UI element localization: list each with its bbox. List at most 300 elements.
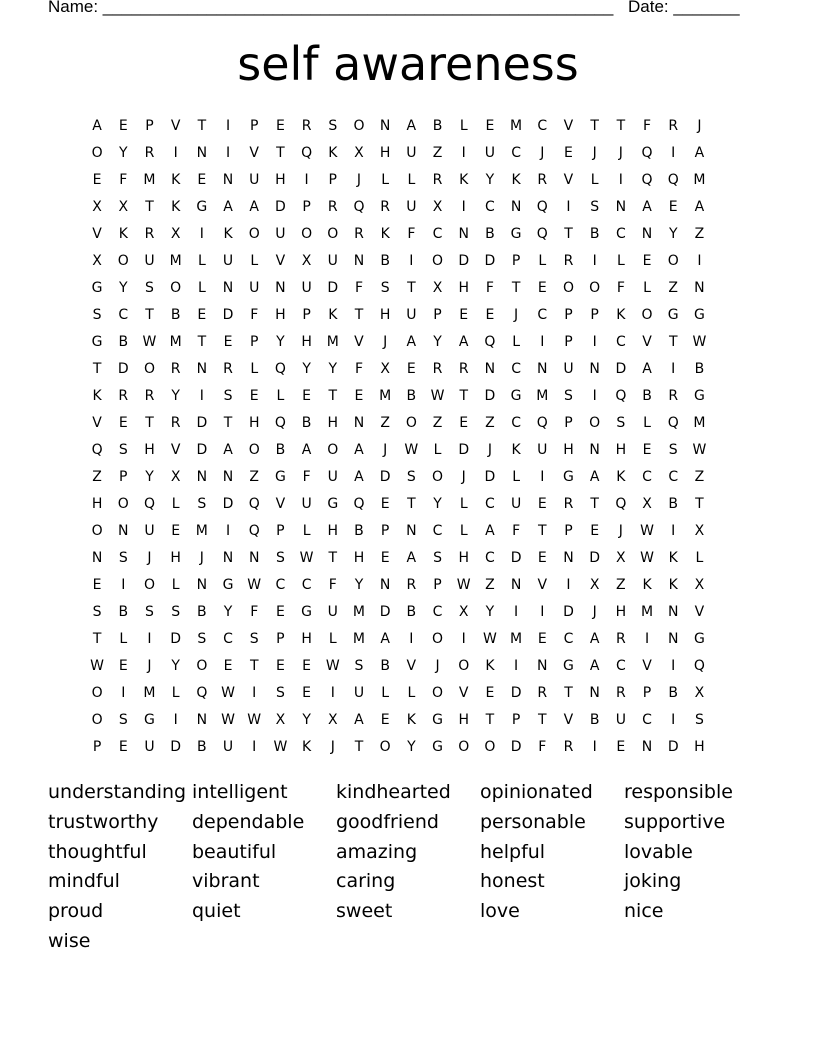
grid-letter[interactable]: D [667,739,679,755]
grid-letter[interactable]: N [563,550,574,566]
grid-letter[interactable]: R [563,739,574,755]
grid-letter[interactable]: V [406,658,417,674]
grid-letter[interactable]: E [380,550,390,566]
grid-letter[interactable]: O [432,253,444,269]
grid-letter[interactable]: X [432,280,443,296]
grid-letter[interactable]: D [379,604,391,620]
grid-letter[interactable]: X [170,469,181,485]
grid-letter[interactable]: A [92,118,102,134]
grid-letter[interactable]: V [694,604,705,620]
grid-letter[interactable]: O [170,280,182,296]
grid-letter[interactable]: X [118,199,129,215]
grid-letter[interactable]: H [379,145,391,161]
grid-letter[interactable]: M [195,523,208,539]
grid-letter[interactable]: O [589,415,601,431]
grid-letter[interactable]: M [169,253,182,269]
grid-letter[interactable]: Q [484,334,496,350]
grid-letter[interactable]: C [432,226,443,242]
grid-letter[interactable]: M [693,172,706,188]
grid-letter[interactable]: Z [249,469,260,485]
grid-letter[interactable]: Q [641,172,653,188]
grid-letter[interactable]: C [537,118,548,134]
grid-letter[interactable]: S [616,415,626,431]
grid-letter[interactable]: J [461,469,466,485]
grid-letter[interactable]: B [694,361,705,377]
grid-letter[interactable]: G [693,388,705,404]
grid-letter[interactable]: I [671,361,676,377]
grid-letter[interactable]: T [145,199,154,215]
grid-letter[interactable]: N [694,280,705,296]
grid-letter[interactable]: R [144,145,155,161]
grid-letter[interactable]: W [640,550,654,566]
grid-letter[interactable]: B [301,415,312,431]
grid-letter[interactable]: N [353,253,365,269]
grid-letter[interactable]: E [92,577,102,593]
grid-letter[interactable]: E [380,712,390,728]
grid-letter[interactable]: W [456,577,471,593]
grid-letter[interactable]: B [354,523,364,539]
name-field[interactable]: Name: ______________________________________________________ [48,0,614,16]
grid-letter[interactable]: H [353,550,365,566]
grid-letter[interactable]: Y [119,280,128,296]
grid-letter[interactable]: L [171,577,180,593]
grid-letter[interactable]: D [563,604,574,620]
grid-letter[interactable]: J [540,145,545,161]
grid-letter[interactable]: I [225,145,231,161]
grid-letter[interactable]: P [380,523,390,539]
grid-letter[interactable]: P [302,199,311,215]
grid-letter[interactable]: K [171,172,181,188]
grid-letter[interactable]: Q [615,388,627,404]
grid-letter[interactable]: D [222,307,234,323]
grid-letter[interactable]: T [197,118,207,134]
grid-letter[interactable]: Y [302,361,311,377]
grid-letter[interactable]: O [379,739,391,755]
grid-letter[interactable]: G [196,199,208,215]
grid-letter[interactable]: Q [91,442,103,458]
grid-letter[interactable]: L [328,631,337,647]
grid-letter[interactable]: E [537,496,547,512]
grid-letter[interactable]: O [91,685,103,701]
grid-letter[interactable]: R [144,388,155,404]
grid-letter[interactable]: E [459,415,469,431]
grid-letter[interactable]: B [380,658,390,674]
grid-letter[interactable]: K [485,658,495,674]
grid-letter[interactable]: T [538,712,547,728]
grid-letter[interactable]: C [511,361,521,377]
grid-letter[interactable]: E [485,685,495,701]
grid-letter[interactable]: M [379,388,392,404]
grid-letter[interactable]: Z [485,415,495,431]
grid-letter[interactable]: W [273,739,288,755]
grid-letter[interactable]: S [668,442,678,458]
grid-letter[interactable]: A [380,631,390,647]
grid-letter[interactable]: B [197,604,207,620]
grid-letter[interactable]: T [616,118,626,134]
grid-letter[interactable]: Y [223,604,233,620]
grid-letter[interactable]: I [252,685,257,701]
grid-letter[interactable]: Y [302,712,311,728]
grid-letter[interactable]: P [92,739,102,755]
grid-letter[interactable]: I [252,739,257,755]
grid-letter[interactable]: I [671,658,676,674]
grid-letter[interactable]: A [642,199,652,215]
grid-letter[interactable]: N [615,199,627,215]
grid-letter[interactable]: L [302,523,311,539]
grid-letter[interactable]: U [144,739,155,755]
grid-letter[interactable]: K [616,307,626,323]
grid-letter[interactable]: X [301,253,312,269]
grid-letter[interactable]: V [170,442,181,458]
grid-letter[interactable]: L [250,361,259,377]
grid-letter[interactable]: V [642,658,652,674]
grid-letter[interactable]: H [563,442,574,458]
grid-letter[interactable]: D [117,361,129,377]
grid-letter[interactable]: B [668,685,679,701]
grid-letter[interactable]: O [432,685,444,701]
grid-letter[interactable]: I [199,388,204,404]
grid-letter[interactable]: D [484,469,496,485]
grid-letter[interactable]: X [694,685,705,701]
grid-letter[interactable]: A [406,550,417,566]
grid-letter[interactable]: F [119,172,128,188]
grid-letter[interactable]: F [616,280,625,296]
grid-letter[interactable]: S [197,496,207,512]
grid-letter[interactable]: O [91,712,103,728]
grid-letter[interactable]: X [589,577,600,593]
grid-letter[interactable]: C [615,334,626,350]
grid-letter[interactable]: D [379,469,391,485]
grid-letter[interactable]: X [458,604,469,620]
grid-letter[interactable]: O [667,253,679,269]
grid-letter[interactable]: H [144,442,155,458]
grid-letter[interactable]: N [667,631,679,647]
grid-letter[interactable]: V [537,577,548,593]
grid-letter[interactable]: T [590,496,599,512]
grid-letter[interactable]: O [91,523,103,539]
grid-letter[interactable]: A [301,442,312,458]
grid-letter[interactable]: P [302,307,311,323]
grid-letter[interactable]: C [118,307,129,323]
grid-letter[interactable]: T [223,415,233,431]
grid-letter[interactable]: C [223,631,233,647]
grid-letter[interactable]: U [144,253,155,269]
grid-letter[interactable]: N [222,550,234,566]
grid-letter[interactable]: D [589,550,601,566]
grid-letter[interactable]: G [301,604,313,620]
grid-letter[interactable]: A [589,631,600,647]
grid-letter[interactable]: U [406,199,417,215]
grid-letter[interactable]: H [170,550,181,566]
grid-letter[interactable]: A [406,118,417,134]
grid-letter[interactable]: P [119,469,128,485]
grid-letter[interactable]: K [328,307,338,323]
grid-letter[interactable]: K [92,388,102,404]
grid-letter[interactable]: U [537,442,548,458]
grid-letter[interactable]: E [537,280,547,296]
grid-letter[interactable]: S [433,550,442,566]
grid-letter[interactable]: E [171,523,181,539]
grid-letter[interactable]: F [328,577,337,593]
grid-letter[interactable]: X [694,523,705,539]
grid-letter[interactable]: I [540,604,545,620]
grid-letter[interactable]: B [485,226,495,242]
grid-letter[interactable]: R [563,496,574,512]
grid-letter[interactable]: E [197,307,207,323]
grid-letter[interactable]: R [615,685,626,701]
grid-letter[interactable]: G [693,631,705,647]
grid-letter[interactable]: I [147,631,152,647]
grid-letter[interactable]: I [540,334,545,350]
grid-letter[interactable]: D [458,442,470,458]
grid-letter[interactable]: K [118,226,128,242]
grid-letter[interactable]: G [432,739,443,755]
grid-letter[interactable]: D [222,496,234,512]
grid-letter[interactable]: T [485,712,495,728]
grid-letter[interactable]: U [406,145,417,161]
grid-letter[interactable]: U [249,280,260,296]
grid-letter[interactable]: G [563,469,574,485]
grid-letter[interactable]: Q [353,199,365,215]
grid-letter[interactable]: I [592,253,597,269]
grid-letter[interactable]: Q [641,145,653,161]
grid-letter[interactable]: J [147,550,152,566]
grid-letter[interactable]: D [170,739,182,755]
grid-letter[interactable]: K [616,469,626,485]
grid-letter[interactable]: T [564,685,573,701]
grid-letter[interactable]: G [91,280,103,296]
grid-letter[interactable]: C [485,496,495,512]
grid-letter[interactable]: I [592,388,597,404]
grid-letter[interactable]: Y [433,334,442,350]
grid-letter[interactable]: J [383,442,388,458]
grid-letter[interactable]: K [668,577,678,593]
grid-letter[interactable]: W [299,550,314,566]
grid-letter[interactable]: R [537,172,548,188]
grid-letter[interactable]: W [692,334,707,350]
grid-letter[interactable]: E [537,631,547,647]
grid-letter[interactable]: L [643,415,651,431]
grid-letter[interactable]: N [379,577,391,593]
grid-letter[interactable]: T [564,226,573,242]
grid-letter[interactable]: A [406,334,417,350]
grid-letter[interactable]: L [590,172,599,188]
grid-letter[interactable]: A [354,442,364,458]
grid-letter[interactable]: H [458,712,469,728]
grid-letter[interactable]: M [169,334,182,350]
grid-letter[interactable]: V [563,172,574,188]
grid-letter[interactable]: M [536,388,549,404]
grid-letter[interactable]: G [563,658,574,674]
grid-letter[interactable]: I [304,172,309,188]
grid-letter[interactable]: O [117,496,129,512]
grid-letter[interactable]: U [484,145,496,161]
grid-letter[interactable]: G [667,307,679,323]
grid-letter[interactable]: R [668,118,679,134]
grid-letter[interactable]: V [275,253,286,269]
grid-letter[interactable]: O [484,739,496,755]
grid-letter[interactable]: B [406,604,417,620]
grid-letter[interactable]: N [222,280,234,296]
grid-letter[interactable]: X [432,199,443,215]
grid-letter[interactable]: S [275,550,285,566]
grid-letter[interactable]: E [485,118,495,134]
grid-letter[interactable]: I [671,712,676,728]
grid-letter[interactable]: Q [667,172,679,188]
grid-letter[interactable]: Y [668,226,678,242]
grid-letter[interactable]: S [694,712,704,728]
grid-letter[interactable]: Z [380,415,390,431]
grid-letter[interactable]: T [407,280,416,296]
grid-letter[interactable]: L [459,523,468,539]
grid-letter[interactable]: B [406,388,417,404]
grid-letter[interactable]: F [407,226,416,242]
grid-letter[interactable]: J [356,172,362,188]
grid-letter[interactable]: G [222,577,234,593]
grid-letter[interactable]: M [693,415,706,431]
grid-letter[interactable]: U [615,712,626,728]
grid-letter[interactable]: Y [407,739,416,755]
grid-letter[interactable]: K [171,199,181,215]
grid-letter[interactable]: D [510,739,522,755]
grid-letter[interactable]: K [380,226,390,242]
grid-letter[interactable]: T [668,334,678,350]
grid-letter[interactable]: R [432,361,443,377]
grid-letter[interactable]: X [694,577,705,593]
grid-letter[interactable]: C [432,523,443,539]
grid-letter[interactable]: R [380,199,391,215]
grid-letter[interactable]: Q [274,415,286,431]
grid-letter[interactable]: G [693,307,705,323]
grid-letter[interactable]: G [510,388,522,404]
grid-letter[interactable]: J [514,307,519,323]
grid-letter[interactable]: N [458,226,469,242]
grid-letter[interactable]: O [327,226,339,242]
grid-letter[interactable]: P [564,415,573,431]
grid-letter[interactable]: I [461,199,466,215]
grid-letter[interactable]: E [223,658,233,674]
grid-letter[interactable]: I [173,712,178,728]
grid-letter[interactable]: J [487,442,492,458]
grid-letter[interactable]: R [170,415,181,431]
grid-letter[interactable]: C [615,658,626,674]
grid-letter[interactable]: I [514,658,519,674]
grid-letter[interactable]: E [354,388,364,404]
grid-letter[interactable]: T [695,496,704,512]
grid-letter[interactable]: I [592,334,597,350]
grid-letter[interactable]: C [642,469,652,485]
grid-letter[interactable]: Q [536,415,548,431]
grid-letter[interactable]: R [537,685,548,701]
grid-letter[interactable]: X [354,145,364,161]
grid-letter[interactable]: F [250,604,259,620]
grid-letter[interactable]: D [510,685,522,701]
grid-letter[interactable]: O [458,658,470,674]
grid-letter[interactable]: Q [196,685,208,701]
grid-letter[interactable]: I [514,604,519,620]
grid-letter[interactable]: T [249,658,259,674]
grid-letter[interactable]: U [301,496,312,512]
grid-letter[interactable]: S [118,712,128,728]
grid-letter[interactable]: K [302,739,312,755]
grid-letter[interactable]: F [485,280,494,296]
grid-letter[interactable]: J [618,523,623,539]
grid-letter[interactable]: W [247,577,262,593]
grid-letter[interactable]: D [615,361,627,377]
grid-letter[interactable]: E [118,118,128,134]
grid-letter[interactable]: F [538,739,547,755]
grid-letter[interactable]: E [118,739,128,755]
grid-letter[interactable]: Q [615,496,627,512]
grid-letter[interactable]: O [458,739,470,755]
grid-letter[interactable]: U [327,469,338,485]
grid-letter[interactable]: W [640,523,654,539]
grid-letter[interactable]: P [511,253,521,269]
grid-letter[interactable]: A [589,469,600,485]
grid-letter[interactable]: E [564,145,573,161]
grid-letter[interactable]: M [143,172,156,188]
grid-letter[interactable]: T [590,118,599,134]
grid-letter[interactable]: L [381,172,390,188]
grid-letter[interactable]: Y [354,577,364,593]
grid-letter[interactable]: F [354,280,363,296]
grid-letter[interactable]: G [274,469,286,485]
grid-letter[interactable]: H [458,280,469,296]
grid-letter[interactable]: H [327,415,339,431]
grid-letter[interactable]: S [328,118,338,134]
grid-letter[interactable]: B [432,118,443,134]
grid-letter[interactable]: H [91,496,103,512]
grid-letter[interactable]: N [353,415,365,431]
grid-letter[interactable]: W [692,442,707,458]
grid-letter[interactable]: T [407,496,416,512]
grid-letter[interactable]: Z [485,577,495,593]
grid-letter[interactable]: K [328,145,338,161]
grid-letter[interactable]: L [407,172,416,188]
grid-letter[interactable]: C [485,550,495,566]
grid-letter[interactable]: O [143,577,155,593]
grid-letter[interactable]: H [248,415,260,431]
grid-letter[interactable]: V [92,415,102,431]
grid-letter[interactable]: R [144,226,155,242]
grid-letter[interactable]: N [510,577,522,593]
grid-letter[interactable]: B [197,739,207,755]
grid-letter[interactable]: H [615,604,627,620]
grid-letter[interactable]: C [615,226,626,242]
grid-letter[interactable]: Z [694,226,705,242]
grid-letter[interactable]: Q [274,361,286,377]
grid-letter[interactable]: E [249,388,259,404]
grid-letter[interactable]: L [197,253,206,269]
grid-letter[interactable]: I [671,145,676,161]
grid-letter[interactable]: I [199,226,204,242]
grid-letter[interactable]: I [697,253,702,269]
grid-letter[interactable]: N [196,361,208,377]
grid-letter[interactable]: J [435,658,440,674]
grid-letter[interactable]: P [145,118,154,134]
grid-letter[interactable]: C [511,415,521,431]
grid-letter[interactable]: X [275,712,286,728]
grid-letter[interactable]: N [537,361,548,377]
grid-letter[interactable]: R [223,361,233,377]
grid-letter[interactable]: A [642,361,652,377]
grid-letter[interactable]: E [380,496,390,512]
grid-letter[interactable]: O [143,361,155,377]
grid-letter[interactable]: S [92,307,102,323]
grid-letter[interactable]: U [327,604,338,620]
grid-letter[interactable]: T [328,388,338,404]
grid-letter[interactable]: S [223,388,233,404]
